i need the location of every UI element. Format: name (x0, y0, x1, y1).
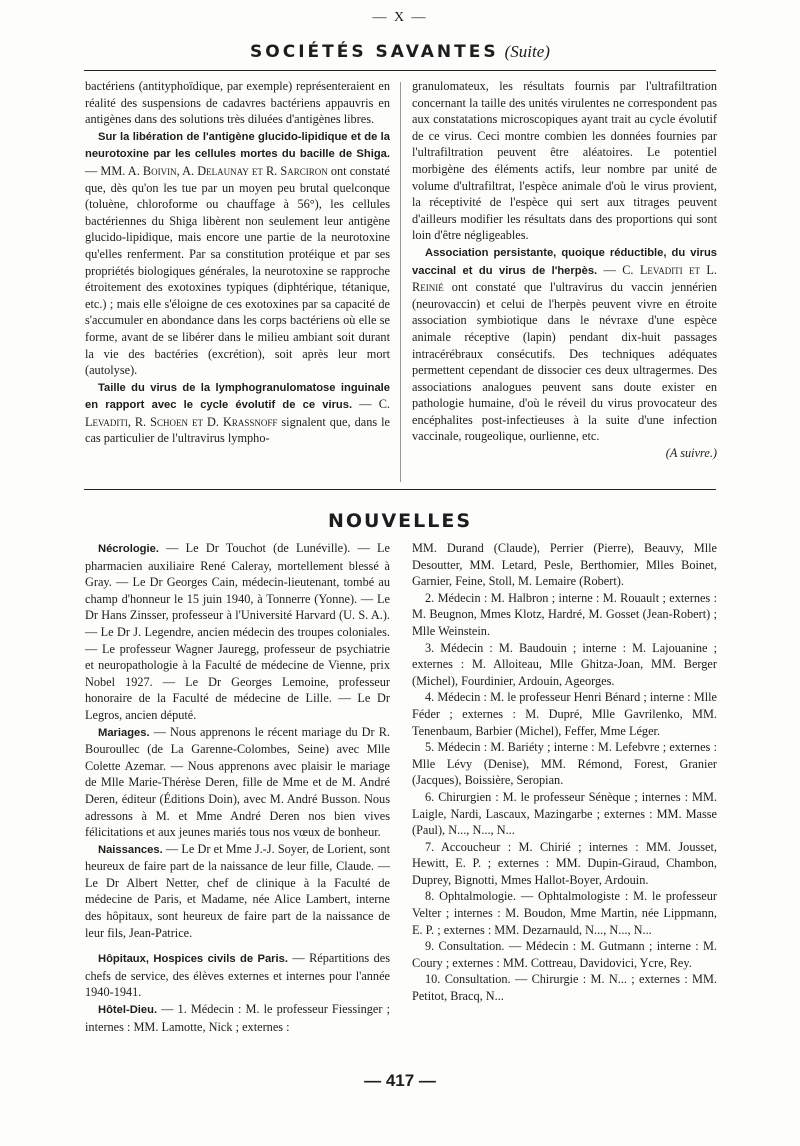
article-authors: — C. Levaditi, R. Schoen et D. Krassnoff (85, 397, 390, 429)
article-title: Association persistante, quoique réductible, du virus vaccinal et du virus de l'herpès. (412, 246, 717, 277)
hotel-dieu-paragraph (85, 1001, 390, 1035)
societes-paragraph-3 (85, 379, 390, 447)
service-list-item: 6. Chirurgien : M. le professeur Sénèque ; internes : MM. Laigle, Nardi, Lascaux, Mazingarbe ; externes : MM. Masse (Paul), N..., N..., N... (412, 789, 717, 838)
column-divider (400, 82, 401, 482)
article-body: signalent que, dans le cas particulier de l'ultravirus lympho- (85, 414, 390, 446)
societes-paragraph-5 (412, 244, 717, 445)
article-authors: — MM. A. Boivin, A. Delaunay et R. Sarciron (85, 163, 328, 178)
item-body: — 1. Médecin : M. le professeur Fiessinger ; internes : MM. Lamotte, Nick ; externes : (85, 1002, 390, 1034)
item-label: Nécrologie. (98, 543, 159, 555)
societes-paragraph-2 (85, 128, 390, 379)
page-number: — 417 — (364, 1071, 436, 1090)
service-list-item: 8. Ophtalmologie. — Ophtalmologiste : M. le professeur Velter ; internes : M. Boudon, Mme Martin, née Lippmann, E. P. ; externes : MM. Dezarnauld, N..., N..., N... (412, 889, 717, 937)
service-list-item: 3. Médecin : M. Baudouin ; interne : M. Lajouanine ; externes : M. Alloiteau, Mlle Ghitza-Joan, MM. Berger (Michel), Fourdinier, Ardouin, Ageorges. (412, 640, 717, 688)
nouvelles-right-column (412, 540, 717, 1005)
nouvelles-left-column (85, 540, 390, 1035)
article-title: Taille du virus de la lymphogranulomatose inguinale en rapport avec le cycle évolutif de ce virus. (85, 381, 390, 412)
service-list-item: 9. Consultation. — Médecin : M. Gutmann ; interne : M. Coury ; externes : MM. Cottreau, Davidovici, Ycre, Rey. (412, 939, 717, 970)
societes-left-column (85, 78, 390, 447)
item-body: — Le Dr et Mme J.-J. Soyer, de Lorient, sont heureux de faire part de la naissance de leur fille, Claude. — Le Dr Albert Netter, chef de clinique à la Faculté de médecine de Paris, et Madame, née Alice Lambert, interne des hôpitaux, sont heureux de faire part de la naissance de leur fils, Jean-Patrice. (85, 841, 390, 940)
item-label: Naissances. (98, 843, 163, 856)
naissances-paragraph (85, 841, 390, 942)
necrologie-paragraph (85, 540, 390, 724)
service-list-item: 2. Médecin : M. Halbron ; interne : M. Rouault ; externes : M. Beugnon, Mmes Klotz, Hardré, M. Gosset (Jean-Robert) ; Mlle Weinstein. (412, 590, 717, 638)
service-list-item: 7. Accoucheur : M. Chirié ; internes : MM. Jousset, Hewitt, E. P. ; externes : MM. Dupin-Giraud, Chambon, Duprey, Bignotti, Mmes Hallot-Boyer, Ardouin. (412, 839, 717, 887)
service-list-item: 10. Consultation. — Chirurgie : M. N... ; externes : MM. Petitot, Bracq, N... (412, 972, 717, 1004)
section-title (0, 42, 800, 62)
section-rule (84, 489, 716, 490)
article-authors: — C. Levaditi et L. Reinié (412, 262, 717, 295)
item-label: Hôtel-Dieu. (98, 1004, 158, 1017)
societes-right-column (412, 78, 717, 462)
service-list-item: 5. Médecin : M. Bariéty ; interne : M. Lefebvre ; externes : Mlle Lévy (Denise), MM. Rémond, Forest, Granier (Jacques), Boissière, Seropian. (412, 740, 717, 788)
article-body: ont constaté que, dès qu'on les tue par un moyen peu brutal quelconque (toluène, chloroforme ou chauffage à 56°), les cellules bactériennes du Shiga libèrent non seulement leur antigène glucido-lipidique, mais encore une partie de la neurotoxine qu'elles renferment. Par sa constitution protéique et par ses propriétés biologiques générales, la neurotoxine se rapproche étroitement des exotoxines typiques (diphtérique, tétanique, etc.) ; mais elle s'éloigne de ces exotoxines par sa capacité de s'accumuler en abondance dans les corps bactériens où elle se forme, avant de se libérer dans le milieu ambiant soit durant la vie des bactéries (excrétion), soit après leur mort (autolyse). (85, 163, 390, 378)
item-body: — Répartitions des chefs de service, des élèves externes et internes pour l'année 1940-1941. (85, 951, 390, 1000)
nouvelles-title: NOUVELLES (327, 510, 473, 532)
hopitaux-paragraph (85, 950, 390, 1001)
service-list-item: MM. Durand (Claude), Perrier (Pierre), Beauvy, Mlle Desoutter, MM. Letard, Pesle, Berthomier, Mlles Boinet, Garnier, Feine, Stoll, M. Lemaire (Robert). (412, 541, 717, 589)
mariages-paragraph (85, 724, 390, 841)
header-rule (84, 70, 716, 71)
item-body: — Nous apprenons le récent mariage du Dr R. Bouroullec (de La Garenne-Colombes, Seine) avec Mlle Colette Azemar. — Nous apprenons avec plaisir le mariage de Mlle Marie-Thérèse Deren, fille de Mme et de M. André Deren, éditeur (Éditions Doin), avec M. André Busson. Nous adressons à M. et Mme André Deren nos bien vives félicitations et aux jeunes mariés tous nos vœux de bonheur. (85, 724, 390, 840)
a-suivre-note: (A suivre.) (665, 446, 717, 461)
item-body: — Le Dr Touchot (de Lunéville). — Le pharmacien auxiliaire René Caleray, mortellement blessé à Gray. — Le Dr Georges Cain, médecin-lieutenant, tombé au champ d'honneur le 15 juin 1940, à Tonnerre (Yonne). — Le Dr Hans Zinsser, professeur à l'Université Harvard (U. S. A.). — Le Dr J. Legendre, ancien médecin des troupes coloniales. — Le professeur Wagner Jauregg, professeur de psychiatrie et neuropathologie à la Faculté de médecine de Vienne, prix Nobel 1927. — Le Dr Georges Lemoine, professeur honoraire de la Faculté de médecine de Lille. — Le Dr Legros, ancien député. (85, 541, 390, 722)
societes-paragraph-1: bactériens (antityphoïdique, par exemple) représenteraient en réalité des suspensions de cadavres bactériens appauvris en antigènes dans des solutions très diluées d'antigènes libres. (85, 79, 390, 127)
section-title-suffix: (Suite) (504, 42, 550, 61)
roman-page-number: — X — (372, 10, 428, 25)
section-title-text: SOCIÉTÉS SAVANTES (250, 42, 499, 62)
item-label: Mariages. (98, 726, 150, 739)
service-list-item: 4. Médecin : M. le professeur Henri Bénard ; interne : Mlle Féder ; externes : M. Dupré, Mlle Gavrilenko, MM. Tenenbaum, Barbier (Michel), Feffer, Mme Léger. (412, 690, 717, 738)
item-label: Hôpitaux, Hospices civils de Paris. (98, 953, 288, 966)
article-body: ont constaté que l'ultravirus du vaccin jennérien (neurovaccin) et celui de l'herpès peuvent vivre en étroite association symbiotique dans le névraxe d'une espèce animale réceptive (lapin) pendant dix-huit passages intracérébraux consécutifs. Des techniques adéquates permettent cependant de dissocier ces deux ultragermes. Des associations analogues peuvent sans doute exister en pathologie humaine, d'où le réveil du virus provocateur des encéphalites post-infectieuses à la suite d'une infection vaccinale, rougeolique, ourlienne, etc. (412, 280, 717, 444)
article-title: Sur la libération de l'antigène glucido-lipidique et de la neurotoxine par les cellules mortes du bacille de Shiga. (85, 130, 390, 161)
societes-paragraph-4: granulomateux, les résultats fournis par l'ultrafiltration concernant la taille des unités virulentes ne correspondent pas aux constatations microscopiques ayant trait au cycle évolutif de ce virus. Ceci montre combien les données fournies par l'ultrafiltration peuvent être aléatoires. Le potentiel morbigène des éléments actifs, leur nombre par unité de volume d'ultrafiltrat, l'espèce animale d'où le virus provient, la réceptivité de l'espèce qui sert aux titrages peuvent d'ailleurs modifier les résultats dans des proportions qui sont loin d'être négligeables. (412, 79, 717, 243)
